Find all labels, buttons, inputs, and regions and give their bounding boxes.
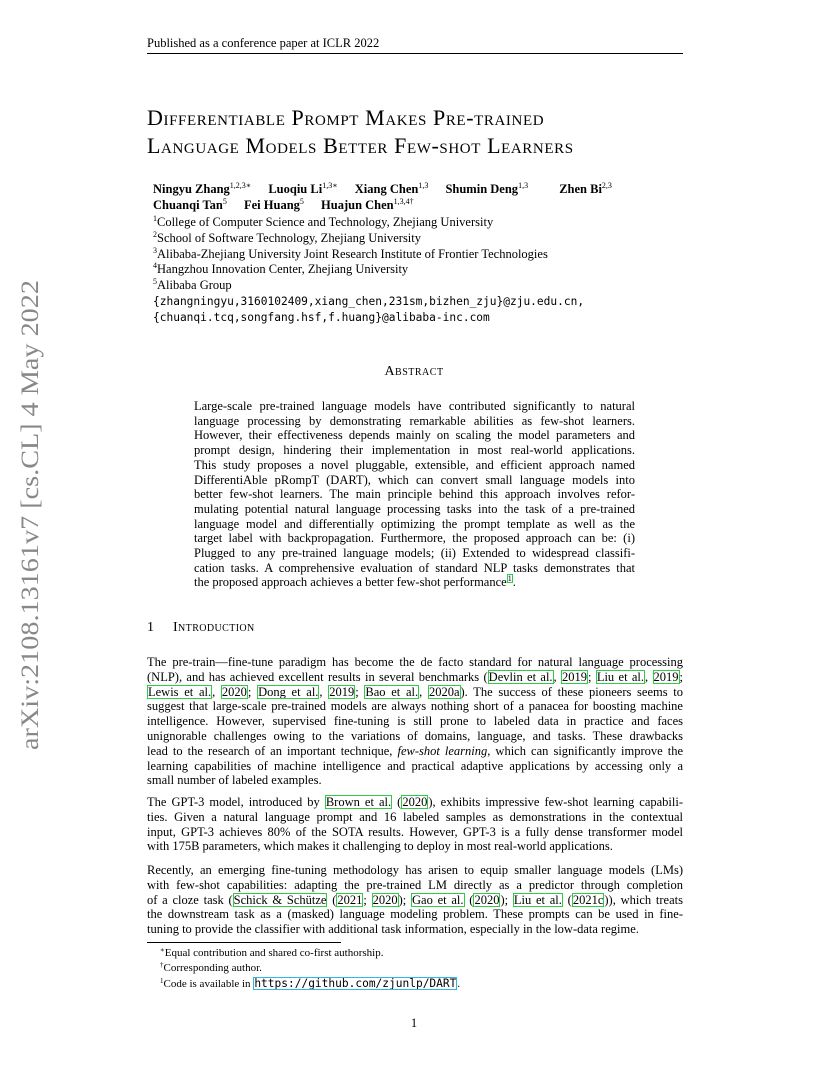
affiliation-sup: 1 — [153, 214, 157, 223]
abstract-line: mulating potential natural language processing tasks into the task of a pre-trained — [194, 501, 635, 516]
text-line: (NLP), and has achieved excellent results in several benchmarks (Devlin et al., 2019; Liu et al., 2019; — [147, 669, 683, 684]
text-line: the downstream task as a (masked) language modeling problem. These prompts can be used in fine- — [147, 907, 683, 922]
citation-link[interactable]: 2019 — [653, 669, 679, 684]
abstract-end: . — [512, 575, 516, 590]
section-title: Introduction — [173, 620, 255, 635]
paragraph-2 — [147, 795, 683, 854]
author-name: Huajun Chen — [321, 198, 394, 212]
section-heading — [147, 620, 255, 636]
abstract-line: Plugged to any pre-trained language models; (ii) Extended to widespread classifi- — [194, 546, 635, 561]
text-line: suggest that large-scale pre-trained models are always nothing short of a panacea for boosting machine — [147, 699, 683, 714]
abstract-line: better few-shot learners. The main principle behind this approach involves refor- — [194, 487, 635, 502]
text-line: unignorable challenges owing to the variations of domains, language, and tasks. These drawbacks — [147, 728, 683, 743]
footnote-rule — [147, 942, 341, 943]
text-span: ). The success of these pioneers seems to — [460, 684, 684, 699]
author-name: Ningyu Zhang — [153, 182, 230, 196]
citation-link[interactable]: Brown et al. — [325, 795, 392, 809]
affiliation-sup: 3 — [153, 245, 157, 255]
footnote-text: Equal contribution and shared co-first authorship. — [164, 947, 384, 959]
footnote — [160, 961, 262, 976]
arxiv-stamp-svg — [0, 0, 44, 1072]
affiliation-text: School of Software Technology, Zhejiang University — [157, 230, 422, 245]
text-line: ties. Given a natural language prompt and 16 labeled samples as demonstrations in the contextual — [147, 809, 683, 824]
citation-link[interactable]: 2020a — [428, 684, 460, 699]
footnote-mark: ∗ — [160, 946, 165, 954]
author-sup: 2,3 — [601, 181, 612, 190]
paragraph-3 — [147, 863, 683, 937]
affiliation-sup: 4 — [153, 261, 157, 271]
footnote — [160, 946, 384, 961]
abstract-line: This study proposes a novel pluggable, extensible, and efficient approach named — [194, 457, 635, 472]
citation-link[interactable]: 2020 — [402, 795, 428, 809]
text-span: (NLP), and has achieved excellent results in several benchmarks ( — [147, 669, 488, 684]
affiliation — [153, 262, 584, 278]
affiliation — [153, 215, 584, 231]
text-line: The GPT-3 model, introduced by Brown et al. (2020), exhibits impressive few-shot learning capabili- — [147, 795, 684, 809]
text-line: Recently, an emerging fine-tuning methodology has arisen to equip smaller language models (LMs) — [147, 863, 683, 877]
paragraph-1 — [147, 655, 683, 788]
citation-link[interactable]: 2020 — [474, 892, 500, 907]
author-name: Shumin Deng — [445, 182, 519, 196]
emphasis: few-shot learning — [397, 743, 488, 758]
citation-link[interactable]: Liu et al. — [596, 669, 645, 684]
citation-link[interactable]: 2019 — [562, 669, 588, 684]
author-sup: 1,3 — [518, 181, 529, 190]
citation-link[interactable]: Bao et al. — [365, 684, 419, 699]
abstract-last-text: the proposed approach achieves a better few-shot performance — [194, 575, 507, 590]
citation-link[interactable]: Dong et al. — [258, 684, 319, 699]
text-line: with 175B parameters, which makes it challenging to deploy in most real-world applications. — [147, 839, 613, 854]
affiliation-text: College of Computer Science and Technology, Zhejiang University — [157, 215, 494, 229]
footnote-text: Code is available in — [163, 978, 254, 990]
abstract-heading: Abstract — [384, 364, 444, 379]
footnote — [160, 976, 460, 992]
abstract-line: However, their effectiveness depends mainly on scaling the model parameters and — [194, 428, 635, 443]
text-line: input, GPT-3 achieves 80% of the SOTA results. However, GPT-3 is a fully dense transformer model — [147, 824, 683, 839]
text-span: , which can significantly improve the — [487, 743, 683, 758]
citation-link[interactable]: 2019 — [329, 684, 355, 699]
citation-link[interactable]: 2021c — [572, 892, 604, 907]
author-list — [153, 181, 612, 213]
text-line: of a cloze task (Schick & Schütze (2021; 2020); Gao et al. (2020); Liu et al. (2021c)), which treats — [147, 892, 683, 907]
author-sup: 1,2,3∗ — [229, 181, 252, 190]
abstract-body — [194, 399, 635, 590]
author-row-2 — [153, 197, 612, 213]
citation-link[interactable]: 2021 — [337, 892, 363, 907]
text-line: learning capabilities of machine intelligence and practical adaptive applications by accessing only a — [147, 758, 683, 773]
footnote-text: Corresponding author. — [163, 962, 262, 974]
author-name: Zhen Bi — [559, 182, 602, 196]
footnote-link[interactable]: 1 — [507, 574, 512, 584]
affiliation — [153, 278, 584, 294]
author-name: Fei Huang — [243, 198, 300, 212]
abstract-line: language model and differentially optimizing the prompt template as well as the — [194, 516, 635, 531]
email-line-1: {zhangningyu,3160102409,xiang_chen,231sm,bizhen_zju}@zju.edu.cn, — [153, 294, 585, 308]
footnote-mark: † — [160, 961, 164, 969]
author-sup: 1,3,4† — [393, 197, 414, 206]
text-line: The pre-train—fine-tune paradigm has become the de facto standard for natural language processing — [147, 655, 683, 669]
citation-link[interactable]: Schick & Schütze — [233, 892, 327, 907]
header-rule — [147, 53, 683, 54]
arxiv-stamp-text: arXiv:2108.13161v7 [cs.CL] 4 May 2022 — [17, 333, 44, 750]
abstract-line: target label with backpropagation. Furthermore, the proposed approach can be: (i) — [194, 531, 635, 546]
citation-link[interactable]: 2020 — [372, 892, 398, 907]
citation-link[interactable]: Lewis et al. — [148, 684, 212, 699]
author-sup: 1,3 — [418, 181, 429, 190]
abstract-line: DifferentiAble pRompT (DART), which can convert small language models into — [194, 472, 635, 487]
affiliation-text: Alibaba Group — [157, 278, 232, 293]
code-url-link[interactable]: https://github.com/zjunlp/DART — [254, 977, 457, 990]
author-name: Chuanqi Tan — [153, 198, 223, 212]
text-line: intelligence. However, supervised fine-tuning is still prone to labeled data in practice and faces — [147, 714, 683, 729]
author-sup: 1,3∗ — [322, 181, 338, 190]
citation-link[interactable]: 2020 — [221, 684, 247, 699]
affiliation — [153, 247, 584, 263]
citation-link[interactable]: Gao et al. — [412, 892, 464, 907]
title-line-1: Differentiable Prompt Makes Pre-trained — [147, 105, 545, 130]
footnote-end: . — [457, 978, 461, 990]
text-line: Lewis et al., 2020; Dong et al., 2019; Bao et al., 2020a). The success of these pioneers seems to — [148, 684, 684, 699]
text-span: )), which treats — [604, 892, 683, 907]
author-name: Xiang Chen — [354, 182, 419, 196]
footnote-mark: 1 — [160, 977, 164, 985]
text-span: , exhibits impressive few-shot learning capabili- — [432, 795, 684, 809]
citation-link[interactable]: Liu et al. — [513, 892, 562, 907]
paper-title — [147, 104, 687, 160]
abstract-line — [194, 575, 635, 590]
section-number: 1 — [147, 620, 155, 635]
text-span: lead to the research of an important technique, — [147, 743, 398, 758]
text-line: small number of labeled examples. — [147, 773, 322, 788]
author-sup: 5 — [299, 197, 304, 206]
abstract-line: prompt design, hindering their implementation in most real-world applications. — [194, 443, 635, 458]
text-span: of a cloze task ( — [147, 892, 233, 907]
author-name: Luoqiu Li — [268, 182, 323, 196]
running-header: Published as a conference paper at ICLR 2022 — [147, 36, 380, 50]
citation-link[interactable]: Devlin et al. — [488, 669, 553, 684]
affiliation-sup: 5 — [153, 277, 157, 287]
arxiv-stamp — [0, 0, 44, 1072]
email-line-2: {chuanqi.tcq,songfang.hsf,f.huang}@alibaba-inc.com — [153, 310, 490, 324]
abstract-line: Large-scale pre-trained language models have contributed significantly to natural — [194, 399, 635, 413]
text-line — [147, 744, 683, 759]
affiliation — [153, 231, 584, 247]
affiliation-sup: 2 — [153, 229, 157, 239]
text-line: with few-shot capabilities: adapting the pre-trained LM directly as a predictor through completion — [147, 877, 683, 892]
author-row-1 — [153, 181, 612, 197]
affiliations — [153, 215, 584, 326]
text-span: The GPT-3 model, introduced by — [147, 795, 325, 809]
affiliation-text: Hangzhou Innovation Center, Zhejiang University — [157, 262, 409, 277]
abstract-line: language processing by demonstrating remarkable abilities as few-shot learners. — [194, 413, 635, 428]
affiliation-text: Alibaba-Zhejiang University Joint Research Institute of Frontier Technologies — [157, 246, 548, 261]
text-line: tuning to provide the classifier with additional task information, especially in the low-data regime. — [147, 922, 639, 937]
page-number: 1 — [410, 1016, 418, 1030]
title-line-2: Language Models Better Few-shot Learners — [147, 133, 574, 158]
author-sup: 5 — [222, 197, 227, 206]
abstract-line: cation tasks. A comprehensive evaluation of standard NLP tasks demonstrates that — [194, 560, 635, 575]
